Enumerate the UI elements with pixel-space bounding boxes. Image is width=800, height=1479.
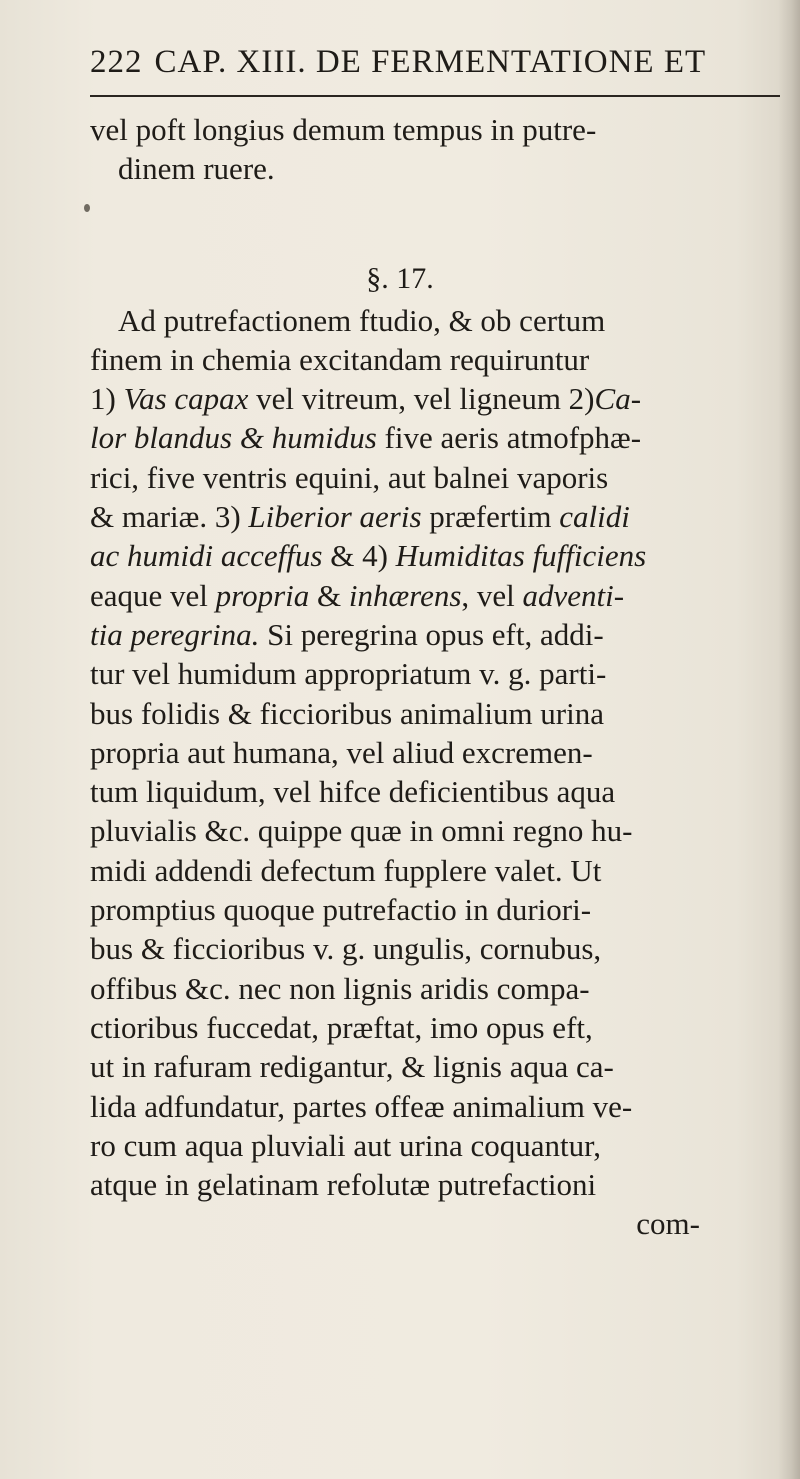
text-line: offibus &c. nec non lignis aridis compa- — [90, 970, 590, 1006]
text-line: midi addendi defectum fupplere valet. Ut — [90, 852, 602, 888]
section-spacer — [90, 189, 790, 261]
text-line: bus folidis & ficcioribus animalium urina — [90, 695, 604, 731]
text-line: vel poft longius demum tempus in putre- — [90, 112, 597, 147]
text-line — [90, 576, 790, 615]
text-line: atque in gelatinam refolutæ putrefactioni — [90, 1167, 597, 1203]
italic-term: ac humidi acceffus — [90, 538, 323, 574]
text-line — [90, 615, 790, 654]
italic-term: Liberior aeris — [248, 499, 422, 535]
section-heading: §. 17. — [366, 262, 434, 295]
text-line: propria aut humana, vel aliud excremen- — [90, 734, 593, 770]
italic-term: lor blandus & humidus — [90, 420, 377, 456]
page-number: 222 — [90, 44, 143, 80]
text-span: five aeris atmofphæ- — [376, 420, 642, 456]
italic-term: adventi- — [522, 577, 625, 613]
text-line: Ad putrefactionem ftudio, & ob certum — [118, 302, 606, 338]
italic-term: Ca- — [594, 381, 642, 417]
body-text — [90, 110, 790, 1244]
text-line — [90, 418, 790, 457]
header-rule — [90, 95, 780, 97]
running-head — [90, 44, 790, 81]
italic-term: Humiditas fufficiens — [395, 538, 647, 574]
text-span: & mariæ. 3) — [90, 499, 249, 535]
italic-term: calidi — [559, 499, 630, 535]
italic-term: tia peregrina. — [90, 616, 260, 652]
text-line — [90, 536, 790, 575]
text-line: ut in rafuram redigantur, & lignis aqua ca- — [90, 1049, 614, 1085]
text-line: ro cum aqua pluviali aut urina coquantur, — [90, 1127, 601, 1163]
text-line: tum liquidum, vel hifce deficientibus aqua — [90, 774, 616, 810]
text-span: , vel — [461, 577, 523, 613]
italic-term: Vas capax — [123, 381, 249, 417]
text-line: bus & ficcioribus v. g. ungulis, cornubus, — [90, 931, 602, 967]
text-span: & — [309, 577, 349, 613]
text-span: 1) — [90, 381, 124, 417]
italic-term: propria — [215, 577, 310, 613]
running-title: CAP. XIII. DE FERMENTATIONE ET — [154, 44, 707, 80]
text-span: vel vitreum, vel ligneum 2) — [248, 381, 595, 417]
text-line: dinem ruere. — [118, 151, 275, 187]
italic-term: inhærens — [348, 577, 462, 613]
text-line: ctioribus fuccedat, præftat, imo opus eft, — [90, 1009, 593, 1045]
text-span: eaque vel — [90, 577, 216, 613]
text-line: tur vel humidum appropriatum v. g. parti- — [90, 656, 607, 692]
text-line: finem in chemia excitandam requiruntur — [90, 341, 590, 377]
text-span: præfertim — [421, 499, 560, 535]
text-line: pluvialis &c. quippe quæ in omni regno hu- — [90, 813, 633, 849]
catchword: com- — [636, 1206, 700, 1242]
section-spacer — [90, 261, 790, 301]
text-line: promptius quoque putrefactio in duriori- — [90, 892, 592, 928]
text-line — [90, 497, 790, 536]
text-span: Si peregrina opus eft, addi- — [259, 616, 604, 652]
text-line — [90, 379, 790, 418]
text-span: & 4) — [322, 538, 396, 574]
text-line: rici, five ventris equini, aut balnei vaporis — [90, 459, 609, 495]
text-line: lida adfundatur, partes offeæ animalium ve- — [90, 1088, 633, 1124]
